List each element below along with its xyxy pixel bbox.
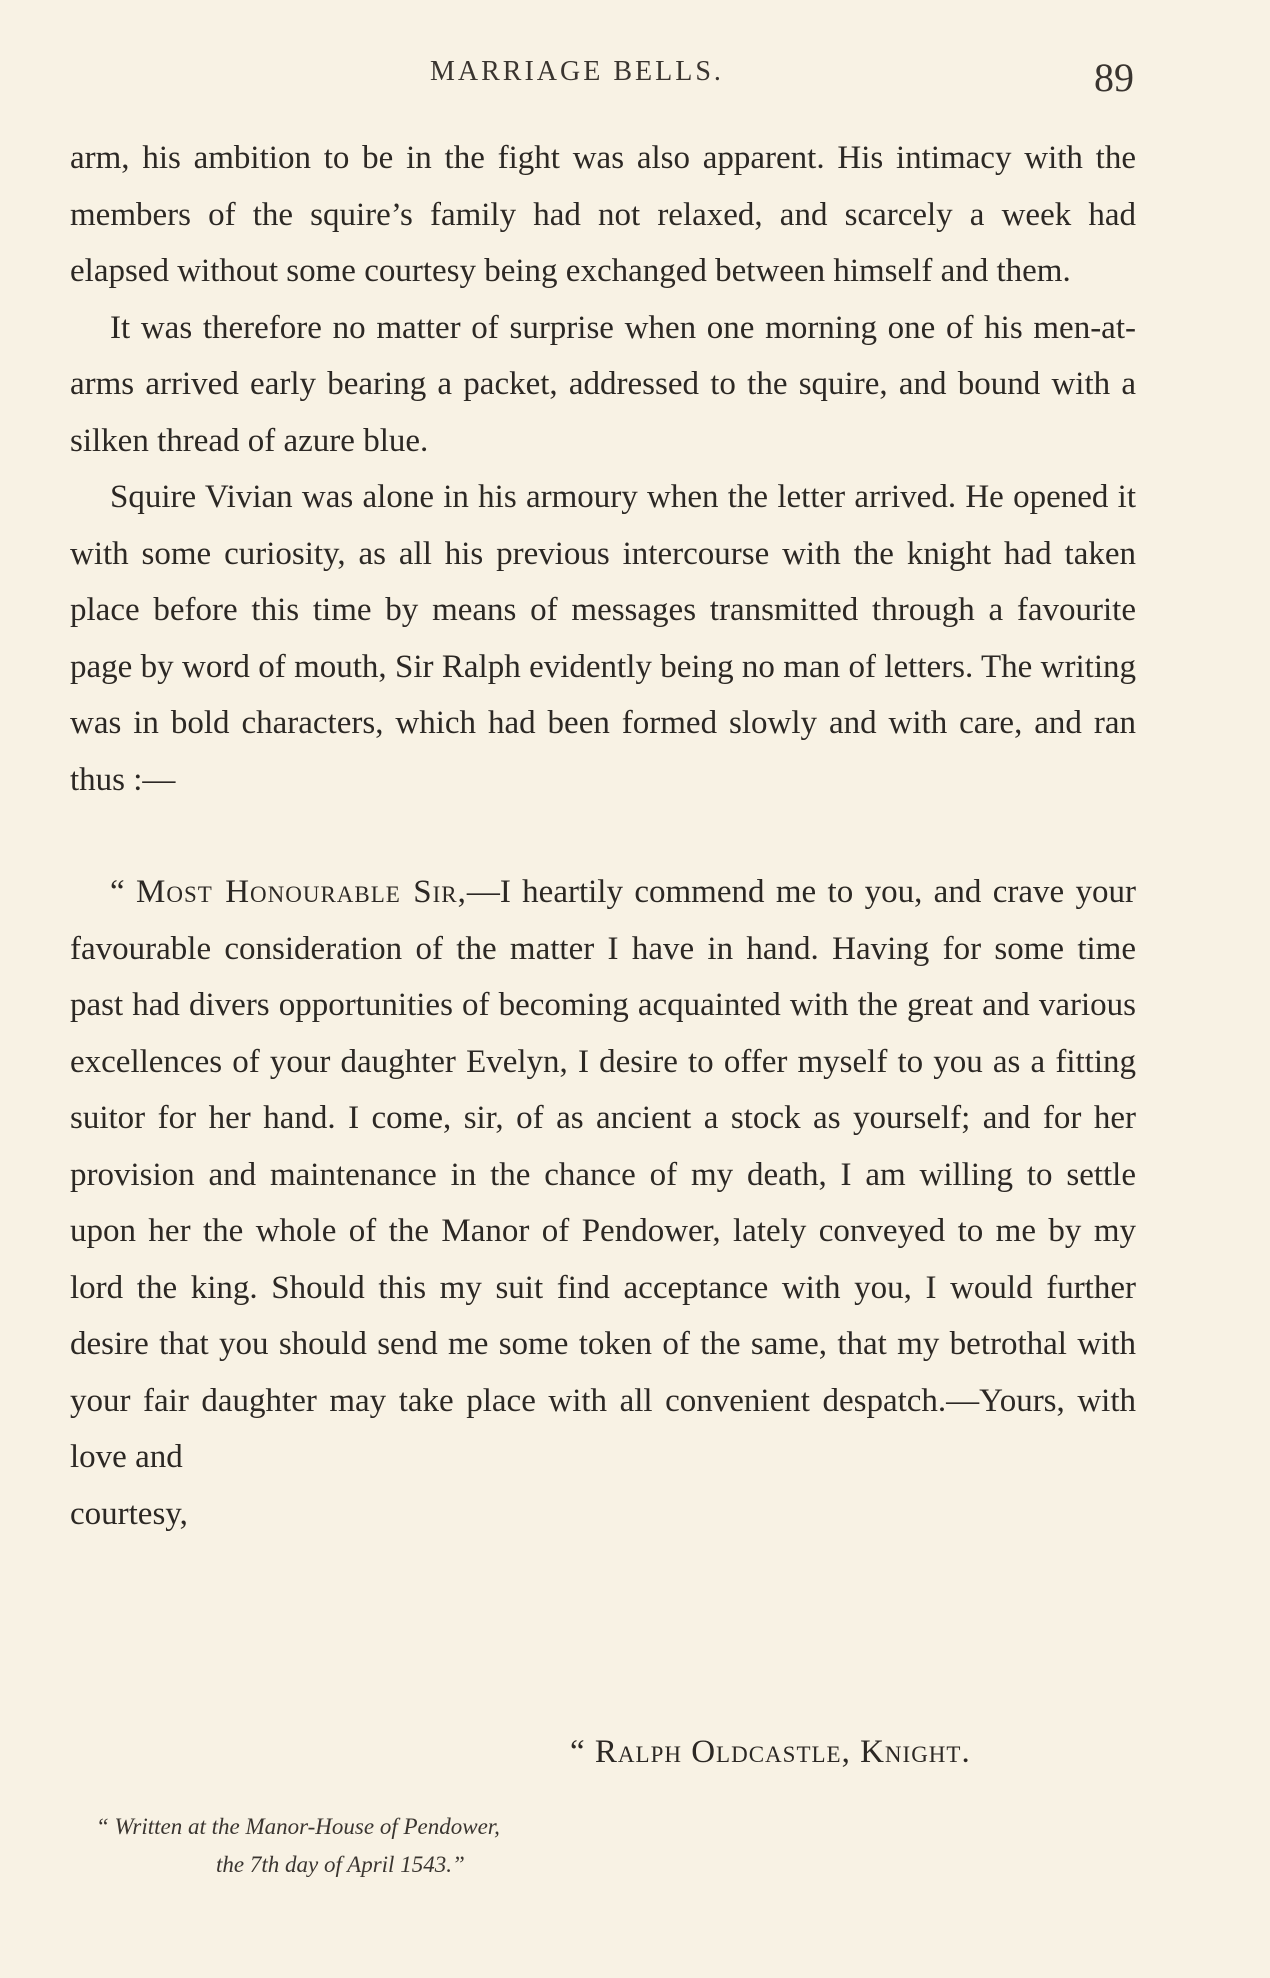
letter-dateline (96, 1808, 500, 1884)
letter-salutation: Most Honourable Sir, (136, 874, 467, 910)
letter-signature: “ Ralph Oldcastle, Knight. (570, 1734, 971, 1770)
paragraph: arm, his ambition to be in the fight was also apparent. His intimacy with the members of the squire’s family had not relaxed, and scarcely a week had elapsed without some courtesy being exchanged between himself and them. (70, 140, 1136, 289)
letter-text: —I heartily commend me to you, and crave your favourable consideration of the matter I have in hand. Having for some time past had divers opportunities of becoming acquainted with the great and various excellences of your daughter Evelyn, I desire to offer myself to you as a fitting suitor for her hand. I come, sir, of as ancient a stock as yourself; and for her provision and maintenance in the chance of my death, I am willing to settle upon her the whole of the Manor of Pendower, lately conveyed to me by my lord the king. Should this my suit find acceptance with you, I would further desire that you should send me some token of the same, that my betrothal with your fair daughter may take place with all convenient despatch.—Yours, with love and (70, 874, 1136, 1475)
page-number: 89 (1094, 55, 1134, 100)
dateline-line-2: the 7th day of April 1543.” (216, 1852, 465, 1877)
letter-closing: courtesy, (70, 1495, 188, 1532)
dateline-line-1: “ Written at the Manor-House of Pendower, (96, 1814, 500, 1839)
letter-body (70, 864, 1136, 1486)
paragraph: It was therefore no matter of surprise when one morning one of his men-at-arms arrived early bearing a packet, addressed to the squire, and bound with a silken thread of azure blue. (70, 309, 1136, 459)
body-text (70, 130, 1136, 1542)
paragraph: Squire Vivian was alone in his armoury when the letter arrived. He opened it with some curiosity, as all his previous intercourse with the knight had taken place before this time by means of messages transmitted through a favourite page by word of mouth, Sir Ralph evidently being no man of letters. The writing was in bold characters, which had been formed slowly and with care, and ran thus :— (70, 479, 1136, 798)
running-title: MARRIAGE BELLS. (430, 56, 724, 87)
letter-open-quote: “ (110, 874, 137, 910)
page-header (0, 50, 1270, 110)
